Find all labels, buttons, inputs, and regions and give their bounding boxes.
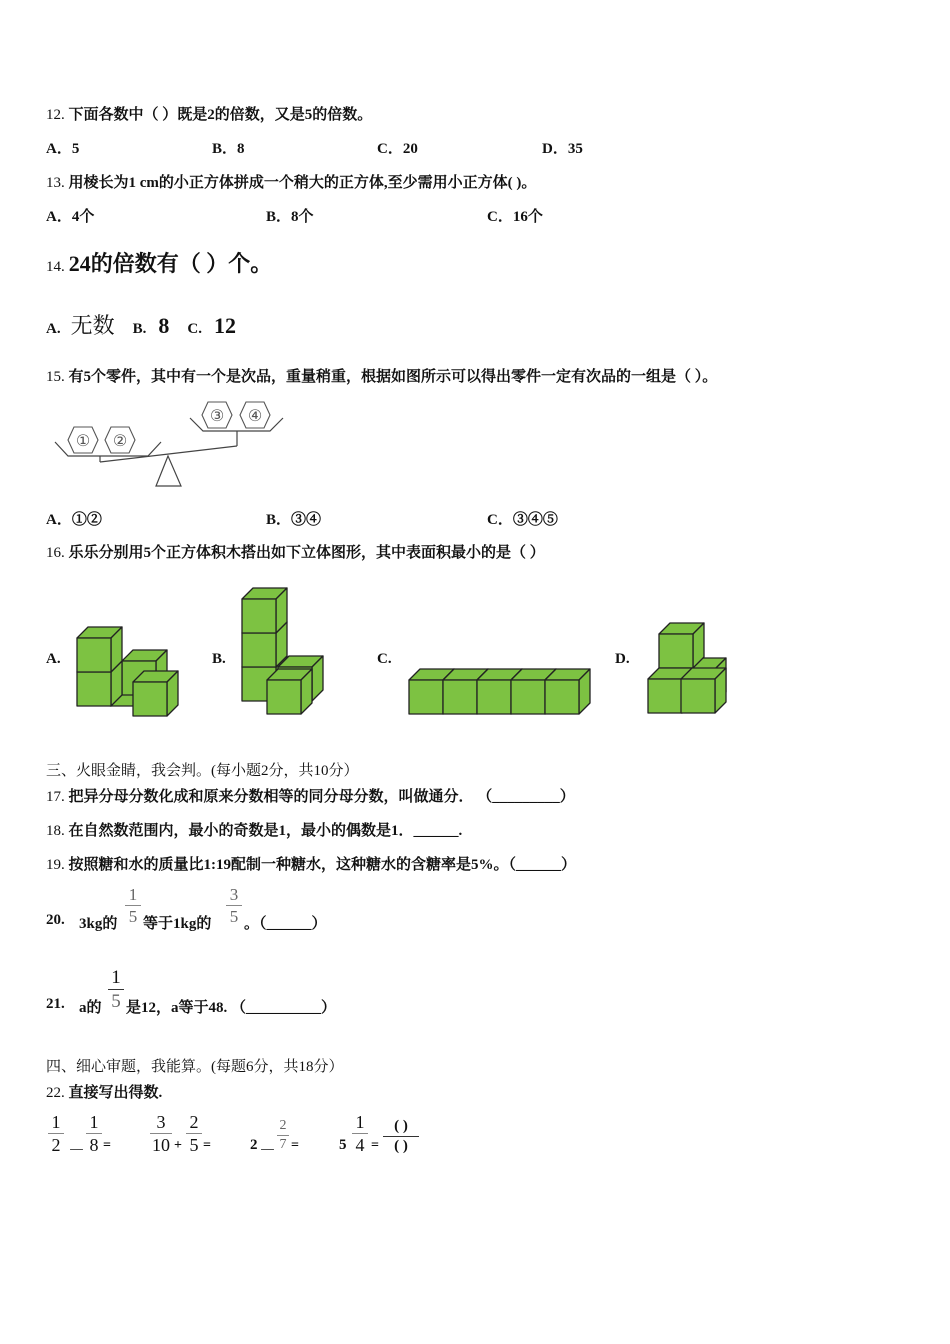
fraction-one-fifth bbox=[125, 886, 141, 925]
balance-scale-figure bbox=[50, 396, 290, 492]
option-a-label[interactable]: A. bbox=[46, 651, 61, 667]
question-22 bbox=[46, 1081, 162, 1102]
question-15 bbox=[46, 365, 717, 386]
question-number: 16. bbox=[46, 545, 65, 561]
equals-sign: = bbox=[371, 1138, 379, 1153]
numerator: 1 bbox=[128, 885, 138, 904]
option-b-letter[interactable]: B. bbox=[132, 321, 147, 337]
fraction-one-fifth bbox=[108, 968, 124, 1011]
question-number: 22. bbox=[46, 1085, 65, 1101]
cube-front-face bbox=[659, 634, 693, 668]
question-text: 把异分母分数化成和原来分数相等的同分母分数，叫做通分． （_________） bbox=[68, 789, 575, 805]
plus-sign: + bbox=[174, 1138, 182, 1153]
option-b[interactable]: B．8 bbox=[212, 141, 245, 157]
fraction-b bbox=[352, 1113, 368, 1154]
cube-front-face bbox=[242, 599, 276, 633]
option-c-label[interactable]: C. bbox=[377, 651, 392, 667]
question-12 bbox=[46, 103, 372, 124]
question-13 bbox=[46, 171, 536, 192]
option-a-value[interactable]: 无数 bbox=[70, 313, 115, 338]
option-c[interactable]: C．20 bbox=[377, 141, 418, 157]
denominator: 10 bbox=[152, 1135, 170, 1155]
numerator: 3 bbox=[156, 1112, 166, 1132]
section-heading-4: 四、细心审题，我能算。(每题6分，共18分） bbox=[46, 1059, 344, 1075]
denominator: 5 bbox=[128, 907, 138, 926]
question-17 bbox=[46, 785, 575, 806]
cube-front-face bbox=[133, 682, 167, 716]
question-number: 19. bbox=[46, 857, 65, 873]
option-b[interactable]: B．8个 bbox=[266, 209, 314, 225]
cube-front-face bbox=[77, 638, 111, 672]
question-text: 24的倍数有（ ）个。 bbox=[68, 251, 273, 276]
option-c[interactable]: C．③④⑤ bbox=[487, 512, 558, 528]
cube-front-face bbox=[648, 679, 682, 713]
option-c-value[interactable]: 12 bbox=[213, 313, 236, 338]
question-text: 乐乐分别用5个正方体积木搭出如下立体图形，其中表面积最小的是（ ） bbox=[68, 545, 545, 561]
minus-sign: － bbox=[68, 1141, 85, 1160]
part-1-label: ① bbox=[75, 431, 91, 450]
option-b-label[interactable]: B. bbox=[212, 651, 226, 667]
option-d-label[interactable]: D. bbox=[615, 651, 630, 667]
question-number: 15. bbox=[46, 369, 65, 385]
part-2-label: ② bbox=[112, 431, 128, 450]
whole-number: 5 bbox=[339, 1137, 347, 1153]
option-row bbox=[46, 309, 236, 340]
denominator: 5 bbox=[189, 1135, 199, 1155]
equals-sign: = bbox=[203, 1138, 211, 1153]
numerator: 2 bbox=[189, 1112, 199, 1132]
question-text: 有5个零件，其中有一个是次品，重量稍重，根据如图所示可以得出零件一定有次品的一组是（ ）。 bbox=[68, 369, 718, 385]
cube-front-face bbox=[77, 672, 111, 706]
option-a-letter[interactable]: A. bbox=[46, 321, 61, 337]
fraction-b bbox=[277, 1119, 289, 1152]
denominator: 5 bbox=[111, 991, 121, 1012]
minus-sign: － bbox=[259, 1141, 276, 1160]
option-a[interactable]: A．①② bbox=[46, 512, 102, 528]
question-number: 18. bbox=[46, 823, 65, 839]
question-text: 用棱长为1 cm的小正方体拼成一个稍大的正方体,至少需用小正方体( )。 bbox=[68, 175, 537, 191]
numerator: 1 bbox=[111, 967, 121, 988]
denominator: 8 bbox=[89, 1135, 99, 1155]
fraction-b bbox=[86, 1113, 102, 1154]
answer-blank-fraction[interactable] bbox=[383, 1119, 419, 1154]
denominator: 4 bbox=[355, 1135, 365, 1155]
denominator: 2 bbox=[51, 1135, 61, 1155]
denominator: 5 bbox=[229, 907, 239, 926]
denominator: 7 bbox=[279, 1137, 287, 1152]
blank-denominator[interactable]: ( ) bbox=[394, 1138, 408, 1154]
cube-figures bbox=[0, 570, 950, 730]
question-21-post: 是12，a等于48. （__________） bbox=[126, 1000, 337, 1016]
question-14 bbox=[46, 247, 272, 278]
cube-front-face bbox=[409, 680, 443, 714]
question-number: 17. bbox=[46, 789, 65, 805]
question-20-number: 20. bbox=[46, 912, 65, 928]
numerator: 3 bbox=[229, 885, 239, 904]
question-text: 按照糖和水的质量比1:19配制一种糖水，这种糖水的含糖率是5%。（______） bbox=[68, 857, 576, 873]
option-b-value[interactable]: 8 bbox=[158, 313, 170, 338]
cube-front-face bbox=[511, 680, 545, 714]
part-3-label: ③ bbox=[209, 406, 225, 425]
question-18 bbox=[46, 819, 462, 840]
numerator: 1 bbox=[355, 1112, 365, 1132]
numerator: 1 bbox=[89, 1112, 99, 1132]
fraction-b bbox=[186, 1113, 202, 1154]
cube-front-face bbox=[443, 680, 477, 714]
question-21-number: 21. bbox=[46, 996, 65, 1012]
numerator: 1 bbox=[51, 1112, 61, 1132]
blank-numerator[interactable]: ( ) bbox=[394, 1118, 408, 1134]
option-b[interactable]: B．③④ bbox=[266, 512, 322, 528]
fraction-three-fifths bbox=[226, 886, 242, 925]
question-number: 12. bbox=[46, 107, 65, 123]
cube-front-face bbox=[267, 680, 301, 714]
fraction-a bbox=[150, 1113, 172, 1154]
part-4-label: ④ bbox=[247, 406, 263, 425]
question-number: 14. bbox=[46, 259, 65, 275]
question-text: 下面各数中（ ）既是2的倍数，又是5的倍数。 bbox=[68, 107, 373, 123]
section-heading-3: 三、火眼金睛，我会判。(每小题2分，共10分） bbox=[46, 763, 359, 779]
option-a[interactable]: A．5 bbox=[46, 141, 80, 157]
question-19 bbox=[46, 853, 576, 874]
cube-front-face bbox=[681, 679, 715, 713]
equals-sign: = bbox=[291, 1138, 299, 1153]
question-number: 13. bbox=[46, 175, 65, 191]
question-20-mid: 等于1kg的 bbox=[143, 916, 212, 932]
option-d[interactable]: D．35 bbox=[542, 141, 583, 157]
question-text: 直接写出得数. bbox=[68, 1085, 163, 1101]
question-text: 在自然数范围内，最小的奇数是1，最小的偶数是1．______. bbox=[68, 823, 463, 839]
question-20-post: 。（______） bbox=[244, 916, 327, 932]
option-c[interactable]: C．16个 bbox=[487, 209, 543, 225]
cube-front-face bbox=[545, 680, 579, 714]
cube-front-face bbox=[242, 633, 276, 667]
question-21-pre: a的 bbox=[79, 1000, 102, 1016]
question-20-pre: 3kg的 bbox=[79, 916, 118, 932]
cube-front-face bbox=[477, 680, 511, 714]
option-a[interactable]: A．4个 bbox=[46, 209, 95, 225]
numerator: 2 bbox=[279, 1118, 287, 1133]
fraction-a bbox=[48, 1113, 64, 1154]
whole-number: 2 bbox=[250, 1137, 258, 1153]
equals-sign: = bbox=[103, 1138, 111, 1153]
option-c-letter[interactable]: C. bbox=[187, 321, 202, 337]
question-16 bbox=[46, 541, 545, 562]
